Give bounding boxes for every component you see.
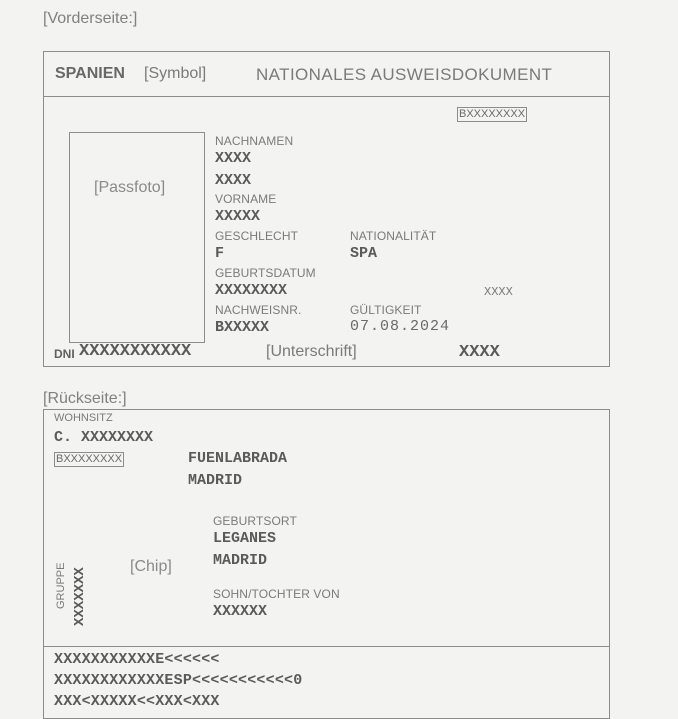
birthdate-value: XXXXXXXX [215,282,288,299]
mrz-line-1: XXXXXXXXXXXE<<<<<< [54,651,220,668]
photo-frame [69,132,205,343]
signature-placeholder: [Unterschrift] [266,343,357,360]
surname-label: NACHNAMEN [215,134,294,148]
given-name-label: VORNAME [215,192,277,206]
group-label: GRUPPE [55,562,67,609]
address-label: WOHNSITZ [54,412,113,424]
province-value: MADRID [188,472,243,489]
birthplace-city: LEGANES [213,530,277,547]
parents-label: SOHN/TOCHTER VON [213,587,340,601]
bottom-code: XXXX [459,343,500,362]
country-name: SPANIEN [55,65,125,82]
front-section-label: [Vorderseite:] [43,10,138,27]
birthdate-label: GEBURTSDATUM [215,266,316,280]
sex-label: GESCHLECHT [215,229,299,243]
doc-number-value: BXXXXX [215,319,270,336]
photo-placeholder: [Passfoto] [94,179,166,196]
chip-placeholder: [Chip] [130,558,172,575]
back-section-label: [Rückseite:] [43,390,127,407]
back-support-box: BXXXXXXXX [56,453,123,465]
validity-value: 07.08.2024 [350,318,451,335]
validity-label: GÜLTIGKEIT [350,303,422,317]
dni-number: XXXXXXXXXXX [79,342,192,361]
mrz-divider [43,646,610,647]
parents-value: XXXXXX [213,603,268,620]
birthplace-label: GEBURTSORT [213,514,297,528]
document-title: NATIONALES AUSWEISDOKUMENT [256,65,553,84]
nationality-label: NATIONALITÄT [350,229,437,243]
mrz-line-2: XXXXXXXXXXXXESP<<<<<<<<<<<0 [54,672,303,689]
birthplace-province: MADRID [213,552,268,569]
surname-1: XXXX [215,150,252,167]
sex-value: F [215,245,225,262]
group-value: XXXXXXX [72,567,88,626]
city-value: FUENLABRADA [188,450,288,467]
given-name: XXXXX [215,208,261,225]
street-value: C. XXXXXXXX [54,429,154,446]
mrz-line-3: XXX<XXXXX<<XXX<XXX [54,693,220,710]
nationality-value: SPA [350,245,378,262]
surname-2: XXXX [215,172,252,189]
doc-number-label: NACHWEISNR. [215,303,302,317]
country-symbol: [Symbol] [144,65,207,82]
dni-label: DNI [54,347,75,361]
support-number-box: BXXXXXXXX [459,108,526,120]
front-header-divider [43,96,610,97]
side-code: XXXX [484,285,513,299]
